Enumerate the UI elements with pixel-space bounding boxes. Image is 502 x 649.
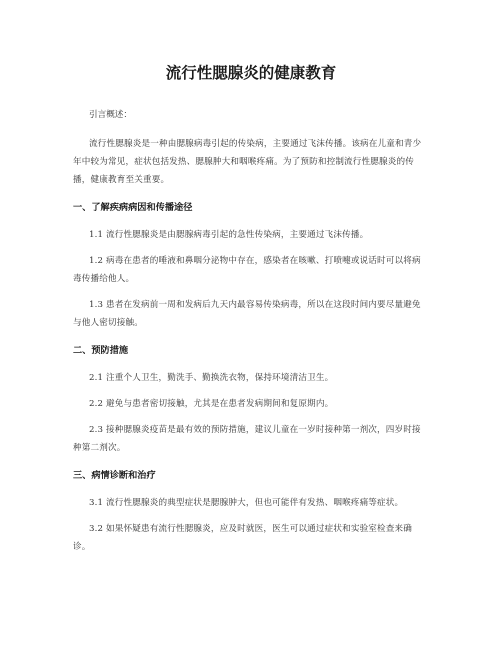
section-2-item-2: 2.2 避免与患者密切接触，尤其是在患者发病期间和复原期内。 [89,399,334,409]
section-heading-3: 三、病情诊断和治疗 [73,470,156,481]
section-2-item-3: 2.3 接种腮腺炎疫苗是最有效的预防措施，建议儿童在一岁时接种第一剂次，四岁时接种第二剂次。 [73,425,421,453]
section-3-item-2: 3.2 如果怀疑患有流行性腮腺炎，应及时就医，医生可以通过症状和实验室检查来确诊。 [73,524,413,552]
section-1-item-3: 1.3 患者在发病前一周和发病后九天内最容易传染病毒，所以在这段时间内要尽量避免与他人密切接触。 [73,300,421,328]
section-1-item-2: 1.2 病毒在患者的唾液和鼻咽分泌物中存在，感染者在咳嗽、打喷嚏或说话时可以将病毒传播给他人。 [73,256,421,284]
section-1-item-1: 1.1 流行性腮腺炎是由腮腺病毒引起的急性传染病，主要通过飞沫传播。 [89,230,369,240]
section-heading-2: 二、预防措施 [73,345,129,356]
section-heading-1: 一、了解疾病病因和传播途径 [73,202,193,213]
section-3-item-1: 3.1 流行性腮腺炎的典型症状是腮腺肿大，但也可能伴有发热、咽喉疼痛等症状。 [89,498,404,508]
intro-paragraph: 流行性腮腺炎是一种由腮腺病毒引起的传染病，主要通过飞沫传播。该病在儿童和青少年中较为常见，症状包括发热、腮腺肿大和咽喉疼痛。为了预防和控制流行性腮腺炎的传播，健康教育至关重要。 [73,139,422,185]
intro-label: 引言概述： [89,110,132,120]
page-title: 流行性腮腺炎的健康教育 [165,64,337,82]
section-2-item-1: 2.1 注重个人卫生，勤洗手、勤换洗衣物，保持环境清洁卫生。 [89,373,334,383]
